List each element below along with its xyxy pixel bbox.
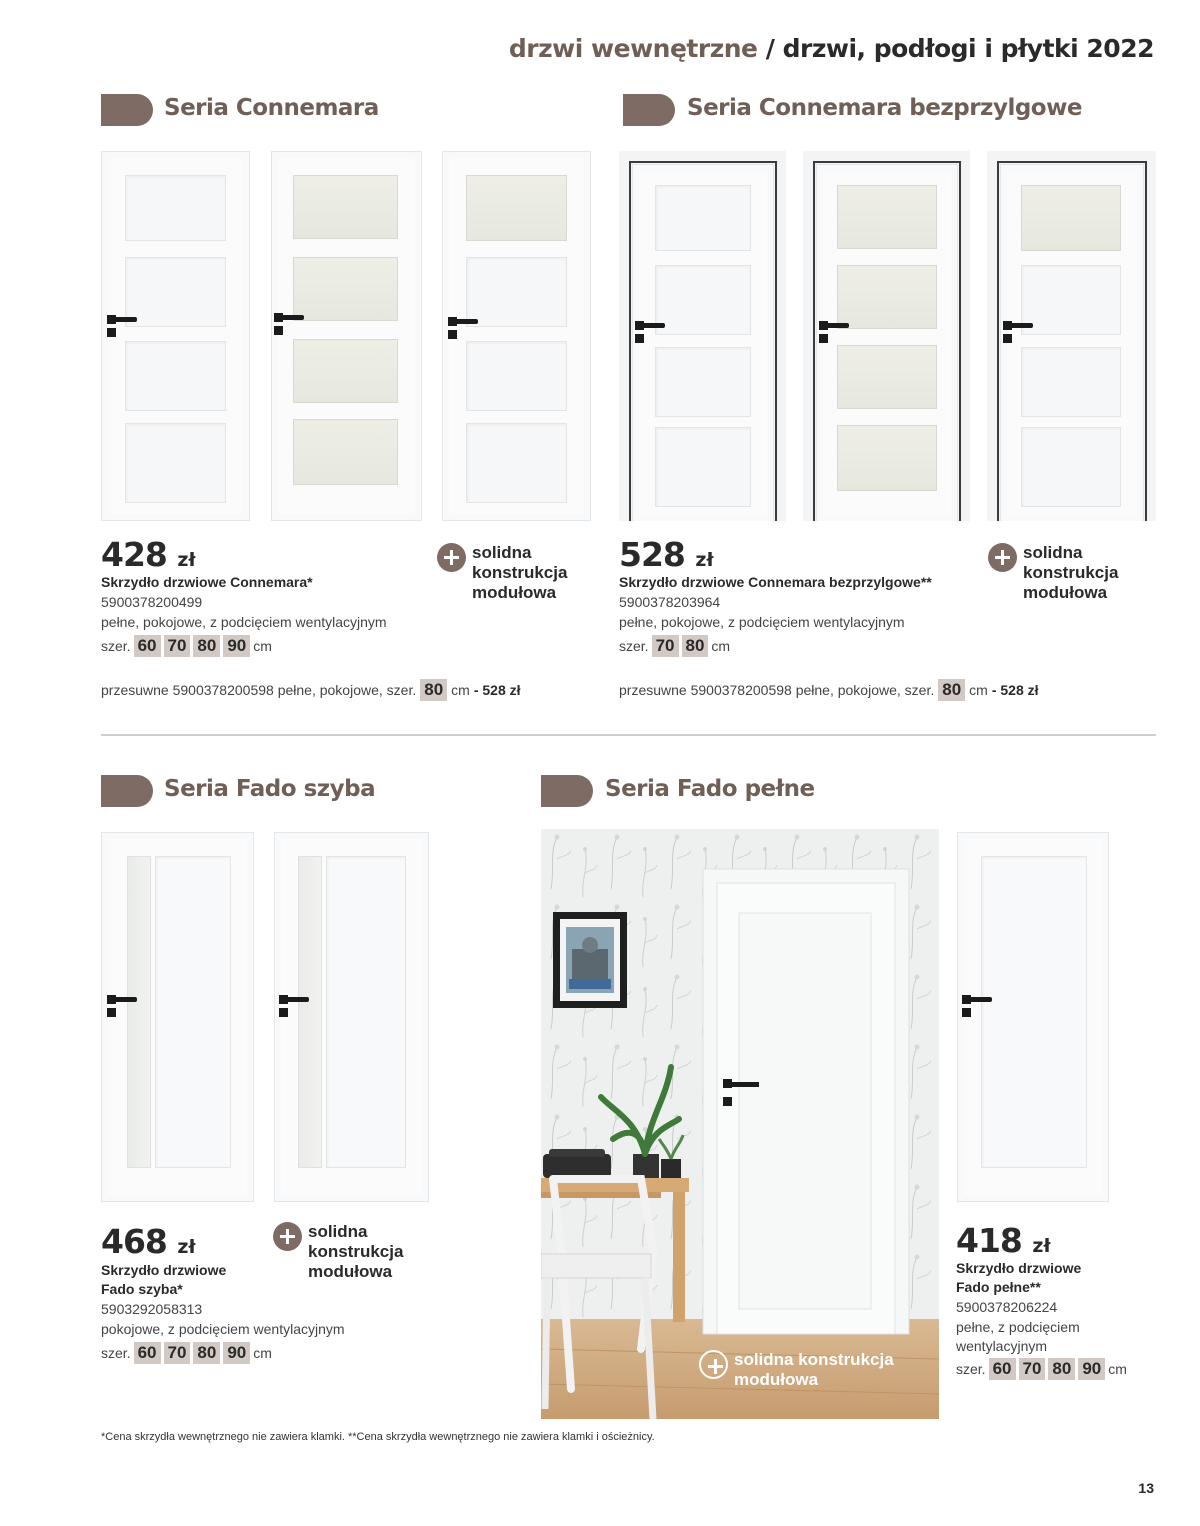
footnote: *Cena skrzydła wewnętrznego nie zawiera klamki. **Cena skrzydła wewnętrznego nie zawiera klamki i ościeżnicy. [101,1431,655,1443]
door-handle-icon [279,995,309,1017]
product-desc-connemara-bez: pełne, pokojowe, z podcięciem wentylacyjnym [619,614,905,630]
size-prefix: szer. [101,1345,131,1361]
price-value: 528 [619,535,685,574]
product-name-line: Skrzydło drzwiowe [101,1262,227,1278]
door-image-connemara-bez-glass4 [803,151,970,521]
door-image-connemara-bez-glass1 [987,151,1156,521]
product-name-fado-szyba [101,1261,226,1299]
size-chip: 80 [420,679,447,701]
feature-text: solidna konstrukcja modułowa [734,1350,894,1389]
size-unit: cm [451,682,470,698]
size-list-connemara-bez [619,635,730,657]
product-desc-connemara: pełne, pokojowe, z podcięciem wentylacyjnym [101,614,387,630]
door-image-fado-szyba-1 [101,832,254,1202]
size-unit: cm [711,638,731,654]
size-list-connemara [101,635,272,657]
size-unit: cm [253,1345,272,1361]
price-currency: zł [695,549,714,571]
product-code-fado-szyba: 5903292058313 [101,1301,203,1317]
price-value: 428 [101,535,167,574]
door-handle-icon [448,317,478,339]
sliding-text: przesuwne 5900378200598 pełne, pokojowe, szer. [619,682,935,698]
size-chip: 80 [1048,1358,1075,1380]
room-scene-illustration [541,829,939,1419]
size-chip: 90 [223,635,250,657]
door-handle-icon [107,995,137,1017]
section-divider [101,734,1156,736]
price-currency: zł [177,1236,196,1258]
product-name-connemara: Skrzydło drzwiowe Connemara* [101,574,313,590]
series-title-fado-szyba: Seria Fado szyba [164,776,376,802]
product-name-line: Fado pełne** [956,1279,1041,1295]
series-title-fado-pelne: Seria Fado pełne [605,776,815,802]
plus-icon [699,1350,728,1379]
product-name-fado-pelne [956,1259,1081,1297]
room-scene-image [541,829,939,1419]
price-value: 418 [956,1221,1022,1260]
size-prefix: szer. [619,638,649,654]
sliding-price: - 528 zł [473,682,521,698]
feature-connemara [437,543,592,603]
door-handle-icon [1003,321,1033,343]
price-connemara-bez [619,535,714,574]
size-chip: 80 [193,1342,220,1364]
size-chip: 70 [1019,1358,1046,1380]
feature-connemara-bez [988,543,1143,603]
size-unit: cm [1108,1361,1127,1377]
feature-text: solidna konstrukcja modułowa [308,1222,404,1281]
size-list-fado-szyba [101,1342,272,1364]
size-chip: 60 [989,1358,1016,1380]
door-image-connemara-glass1 [442,151,591,521]
price-fado-pelne [956,1221,1051,1260]
door-image-connemara-glass4 [271,151,422,521]
size-chip: 60 [134,1342,161,1364]
size-unit: cm [969,682,988,698]
page-header [509,34,1154,63]
door-image-connemara-full [101,151,250,521]
door-handle-icon [819,321,849,343]
size-chip: 70 [652,635,679,657]
feature-text: solidna konstrukcja modułowa [472,543,568,602]
price-currency: zł [1032,1235,1051,1257]
size-chip: 90 [223,1342,250,1364]
size-chip: 60 [134,635,161,657]
size-chip: 90 [1078,1358,1105,1380]
size-unit: cm [253,638,272,654]
size-chip: 80 [938,679,965,701]
product-name-line: Skrzydło drzwiowe [956,1260,1082,1276]
size-prefix: szer. [956,1361,986,1377]
door-image-connemara-bez-full [619,151,786,521]
size-chip: 70 [164,635,191,657]
product-desc-fado-szyba: pokojowe, z podcięciem wentylacyjnym [101,1321,345,1337]
series-title-connemara-bez: Seria Connemara bezprzylgowe [687,95,1082,121]
plus-icon [437,543,466,572]
series-tab-marker [541,775,593,807]
header-catalog: drzwi, podłogi i płytki 2022 [782,34,1154,63]
series-tab-marker [101,94,153,126]
product-code-connemara-bez: 5900378203964 [619,594,721,610]
size-prefix: szer. [101,638,131,654]
series-tab-marker [101,775,153,807]
feature-fado-pelne [699,1350,934,1390]
product-desc-fado-pelne [956,1318,1080,1356]
sliding-text: przesuwne 5900378200598 pełne, pokojowe, szer. [101,682,417,698]
door-image-fado-szyba-2 [274,832,429,1202]
feature-text: solidna konstrukcja modułowa [1023,543,1119,602]
price-value: 468 [101,1222,167,1261]
size-chip: 80 [682,635,709,657]
door-image-fado-pelne [957,832,1109,1202]
door-handle-icon [274,313,304,335]
product-code-connemara: 5900378200499 [101,594,203,610]
price-fado-szyba [101,1222,196,1261]
size-chip: 70 [164,1342,191,1364]
feature-fado-szyba [273,1222,428,1282]
series-tab-marker [623,94,675,126]
plus-icon [988,543,1017,572]
sliding-variant-connemara [101,679,521,701]
sliding-variant-connemara-bez [619,679,1039,701]
header-separator: / [765,34,775,63]
door-handle-icon [635,321,665,343]
size-list-fado-pelne [956,1358,1127,1380]
door-handle-icon [107,315,137,337]
series-title-connemara: Seria Connemara [164,95,379,121]
price-currency: zł [177,549,196,571]
plus-icon [273,1222,302,1251]
page-number: 13 [1138,1480,1154,1496]
door-handle-icon [962,995,992,1017]
product-name-line: Fado szyba* [101,1281,183,1297]
size-chip: 80 [193,635,220,657]
product-code-fado-pelne: 5900378206224 [956,1299,1058,1315]
product-name-connemara-bez: Skrzydło drzwiowe Connemara bezprzylgowe** [619,574,932,590]
product-desc-line: wentylacyjnym [956,1338,1048,1354]
product-desc-line: pełne, z podcięciem [956,1319,1080,1335]
sliding-price: - 528 zł [991,682,1039,698]
price-connemara [101,535,196,574]
header-category: drzwi wewnętrzne [508,34,758,63]
